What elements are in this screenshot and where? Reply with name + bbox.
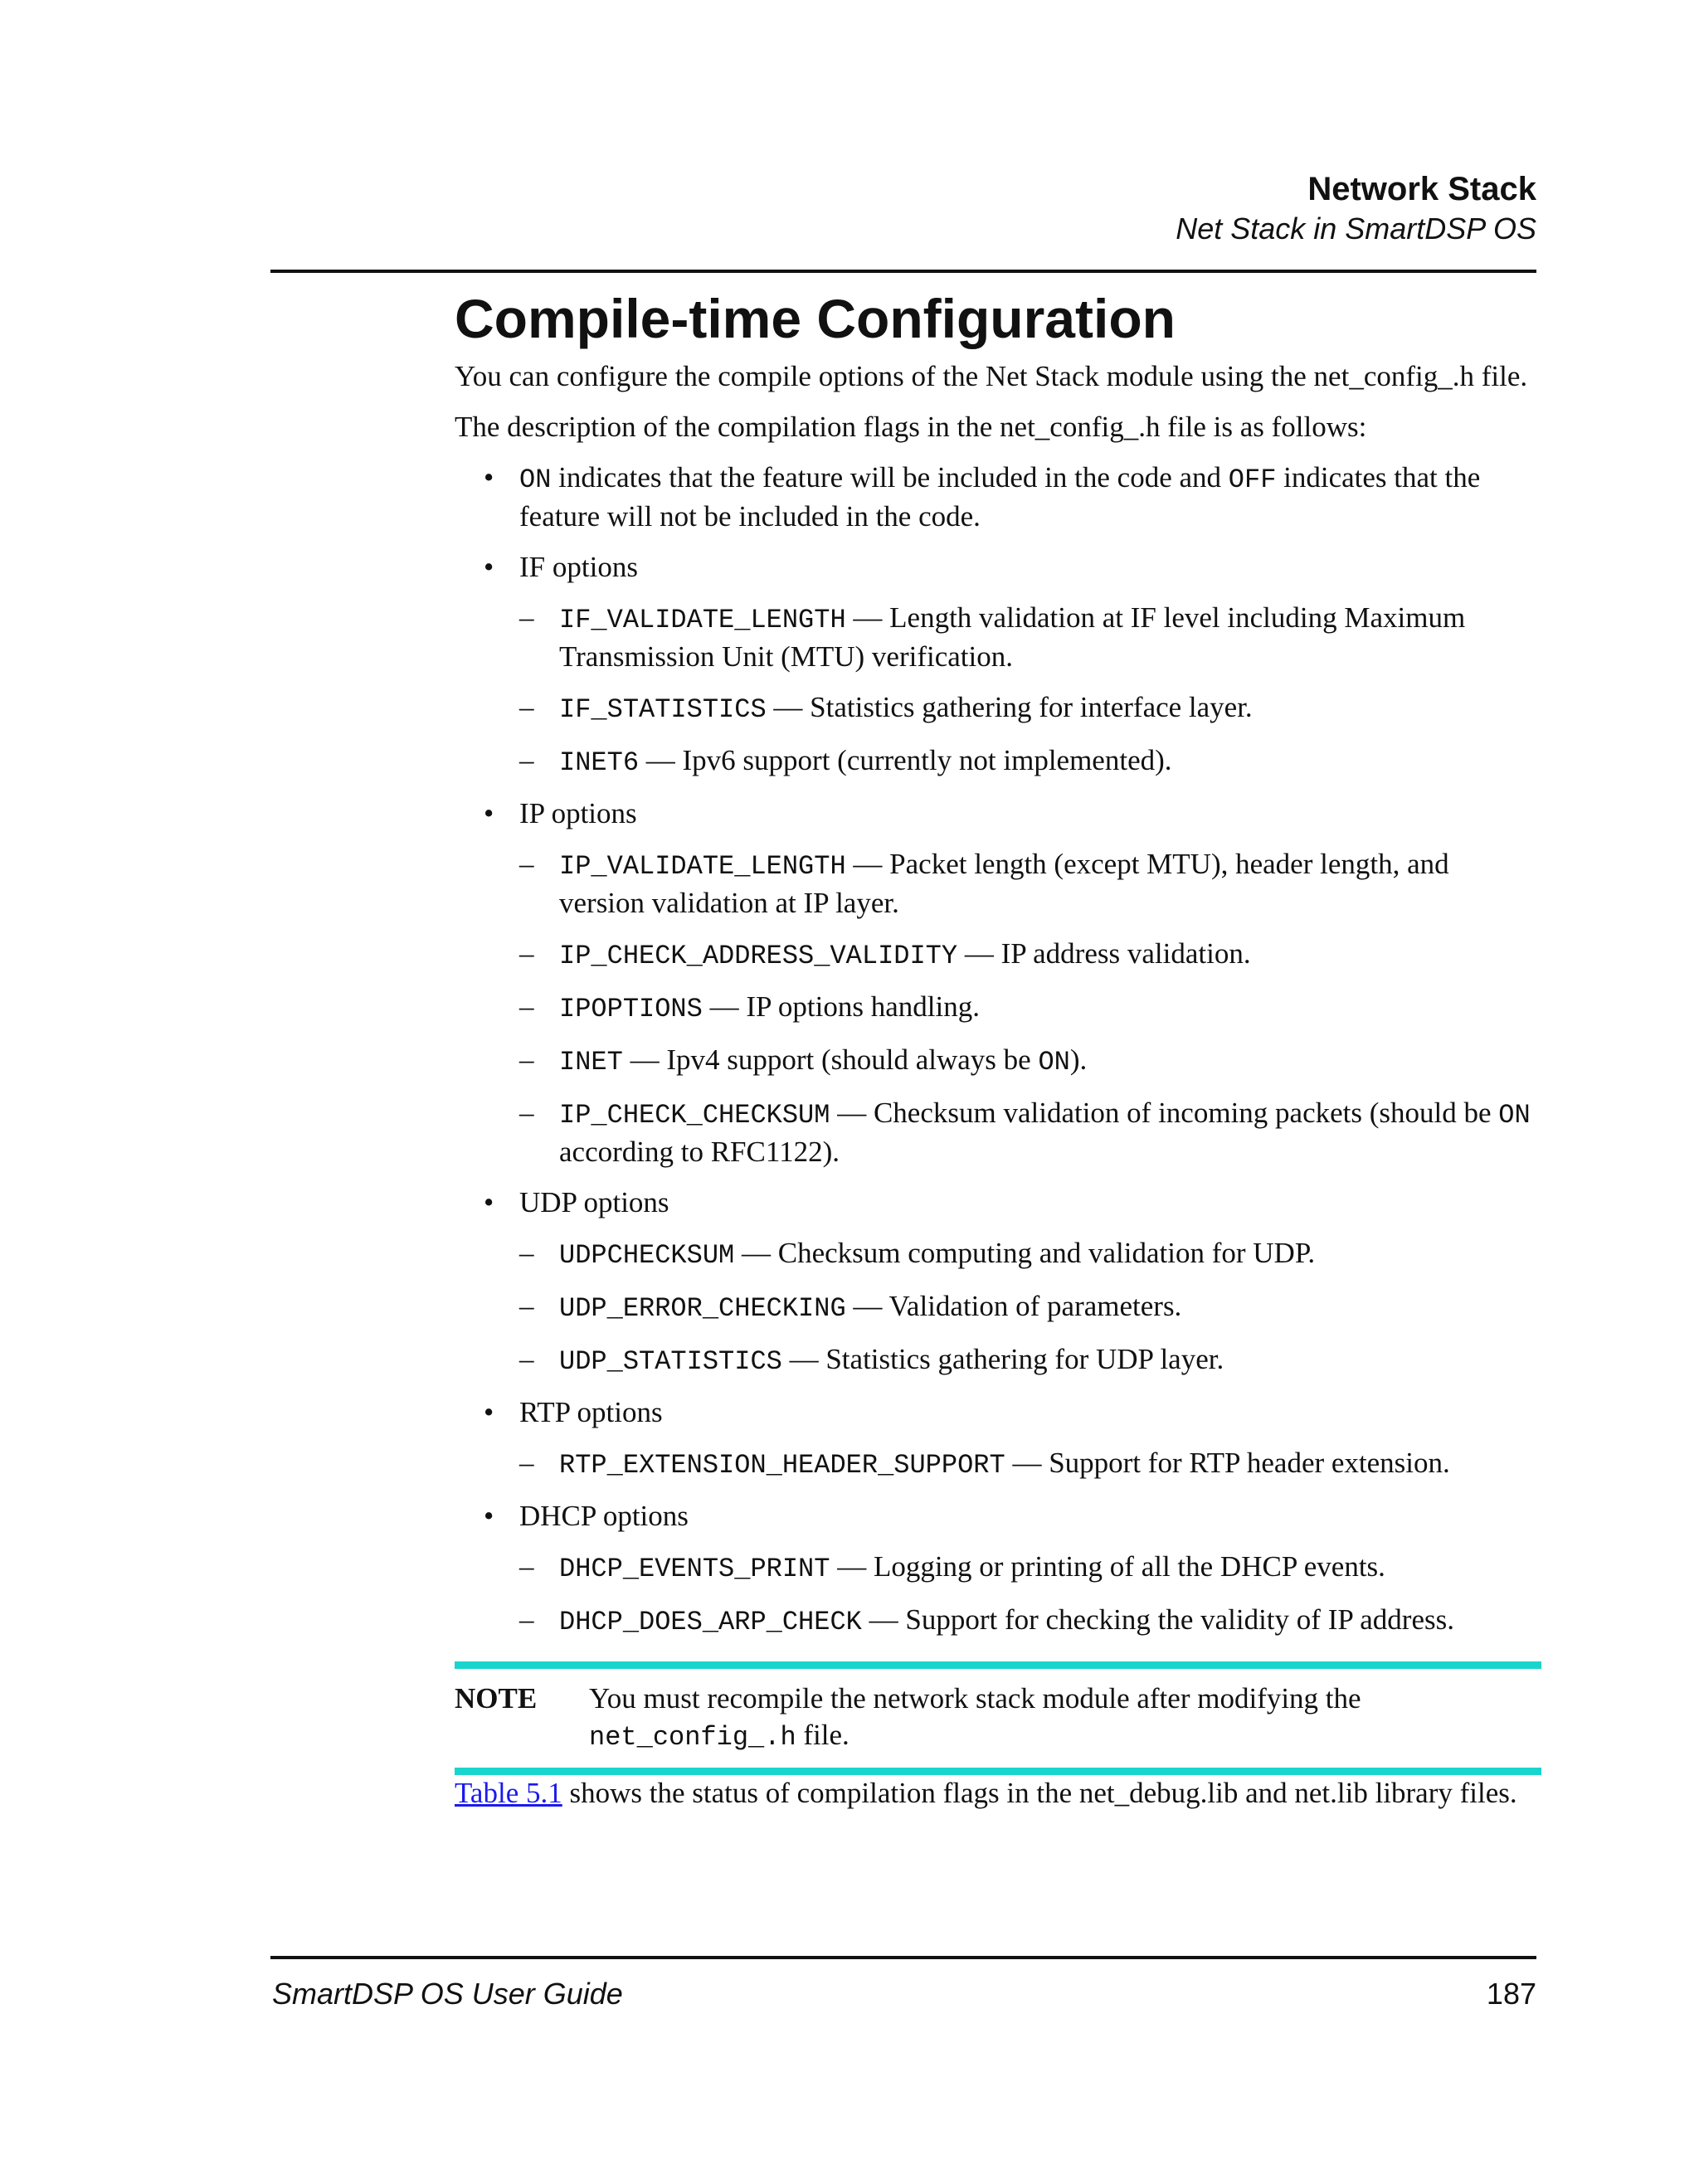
dash-mark: – [519, 1097, 534, 1129]
dash-mark: – [519, 601, 534, 634]
flag-code: IP_CHECK_ADDRESS_VALIDITY [559, 941, 958, 971]
flag-description: — Packet length (except MTU), header length, and version validation at IP layer. [559, 848, 1449, 919]
header-rule [270, 270, 1536, 273]
bullet-label: IF options [519, 551, 638, 583]
flag-description: — Ipv6 support (currently not implemented). [639, 744, 1172, 776]
bullet-if-options [455, 549, 1541, 586]
bullet-on-off [455, 460, 1541, 535]
flag-description: — IP options handling. [702, 990, 980, 1023]
bullet-label: DHCP options [519, 1500, 689, 1532]
dash-mark: – [519, 744, 534, 776]
bullet-text: indicates that the feature will be included in the code and [551, 461, 1229, 494]
flag-code: INET6 [559, 747, 640, 778]
flag-code: DHCP_EVENTS_PRINT [559, 1554, 830, 1584]
sub-item [455, 600, 1541, 675]
description-paragraph: The description of the compilation flags in the net_config_.h file is as follows: [455, 411, 1367, 443]
code-on: ON [519, 465, 552, 495]
flag-description: — Validation of parameters. [845, 1290, 1182, 1322]
intro-paragraph: You can configure the compile options of the Net Stack module using the net_config_.h file. [455, 360, 1528, 392]
sub-item [455, 1235, 1541, 1274]
flag-description: — Length validation at IF level including Maximum Transmission Unit (MTU) verification. [559, 601, 1466, 673]
dash-mark: – [519, 1237, 534, 1269]
dash-mark: – [519, 937, 534, 970]
dash-mark: – [519, 1603, 534, 1636]
dash-mark: – [519, 691, 534, 723]
bullet-mark: • [484, 551, 494, 583]
dash-mark: – [519, 1550, 534, 1583]
sub-item [455, 689, 1541, 728]
bullet-udp-options [455, 1184, 1541, 1221]
sub-item [455, 1341, 1541, 1380]
flag-description: — Logging or printing of all the DHCP events. [830, 1550, 1385, 1583]
bullet-ip-options [455, 795, 1541, 832]
flag-description: — Statistics gathering for UDP layer. [781, 1343, 1224, 1375]
bullet-mark: • [484, 1500, 494, 1532]
dash-mark: – [519, 1343, 534, 1375]
bullet-mark: • [484, 461, 494, 494]
note-box [455, 1661, 1541, 1775]
dash-mark: – [519, 1447, 534, 1479]
sub-item [455, 1042, 1541, 1081]
bullet-label: RTP options [519, 1396, 663, 1428]
chapter-title: Network Stack [1307, 171, 1536, 207]
flag-code: IP_CHECK_CHECKSUM [559, 1100, 830, 1131]
sub-item [455, 1445, 1541, 1484]
bullet-text: indicates that the feature will not be included in the code. [519, 461, 1481, 533]
flag-description: — Statistics gathering for interface layer. [766, 691, 1253, 723]
page-number: 187 [1486, 1977, 1536, 2011]
flag-description: — Support for RTP header extension. [1005, 1447, 1450, 1479]
sub-item [455, 742, 1541, 781]
section-subtitle: Net Stack in SmartDSP OS [1176, 212, 1536, 246]
footer-guide-title: SmartDSP OS User Guide [272, 1977, 623, 2011]
bullet-mark: • [484, 797, 494, 829]
bullet-label: UDP options [519, 1186, 669, 1218]
closing-paragraph [455, 1775, 1541, 1812]
closing-text: shows the status of compilation flags in the net_debug.lib and net.lib library files. [562, 1777, 1517, 1809]
dash-mark: – [519, 990, 534, 1023]
flag-code: IF_VALIDATE_LENGTH [559, 605, 846, 635]
running-header [1176, 169, 1536, 249]
page-content [455, 282, 1541, 1826]
sub-item [455, 989, 1541, 1028]
bullet-label: IP options [519, 797, 637, 829]
dash-mark: – [519, 848, 534, 880]
flag-code: DHCP_DOES_ARP_CHECK [559, 1607, 862, 1637]
section-heading: Compile-time Configuration [455, 288, 1176, 349]
bullet-dhcp-options [455, 1498, 1541, 1535]
dash-mark: – [519, 1043, 534, 1076]
note-text [589, 1681, 1541, 1756]
bullet-mark: • [484, 1186, 494, 1218]
flag-description: — Ipv4 support (should always be [622, 1043, 1039, 1076]
note-label: NOTE [455, 1682, 538, 1715]
bullet-mark: • [484, 1396, 494, 1428]
footer-rule [270, 1956, 1536, 1959]
flag-description: ). [1069, 1043, 1088, 1076]
flag-code: RTP_EXTENSION_HEADER_SUPPORT [559, 1450, 1005, 1481]
bullet-rtp-options [455, 1394, 1541, 1431]
code-off: OFF [1228, 465, 1277, 495]
flag-code: UDPCHECKSUM [559, 1240, 735, 1271]
note-body: You must recompile the network stack module after modifying the [589, 1682, 1361, 1715]
flag-code: IF_STATISTICS [559, 694, 767, 725]
flag-description: — IP address validation. [957, 937, 1251, 970]
code-on: ON [1038, 1047, 1070, 1077]
note-body: file. [796, 1719, 850, 1751]
sub-item [455, 1095, 1541, 1170]
sub-item [455, 1288, 1541, 1327]
flag-code: IPOPTIONS [559, 994, 703, 1024]
flag-code: IP_VALIDATE_LENGTH [559, 851, 846, 882]
flag-code: UDP_STATISTICS [559, 1346, 782, 1377]
flag-description: according to RFC1122). [559, 1136, 840, 1168]
flag-description: — Checksum computing and validation for UDP. [734, 1237, 1316, 1269]
code-on: ON [1498, 1100, 1531, 1131]
flag-description: — Support for checking the validity of IP address. [861, 1603, 1454, 1636]
sub-item [455, 1549, 1541, 1588]
table-link[interactable]: Table 5.1 [455, 1777, 562, 1809]
sub-item [455, 1602, 1541, 1641]
flag-description: — Checksum validation of incoming packets (should be [830, 1097, 1499, 1129]
sub-item [455, 936, 1541, 975]
flag-code: INET [559, 1047, 623, 1077]
note-filename: net_config_.h [589, 1722, 796, 1753]
dash-mark: – [519, 1290, 534, 1322]
flag-code: UDP_ERROR_CHECKING [559, 1293, 846, 1324]
sub-item [455, 846, 1541, 922]
